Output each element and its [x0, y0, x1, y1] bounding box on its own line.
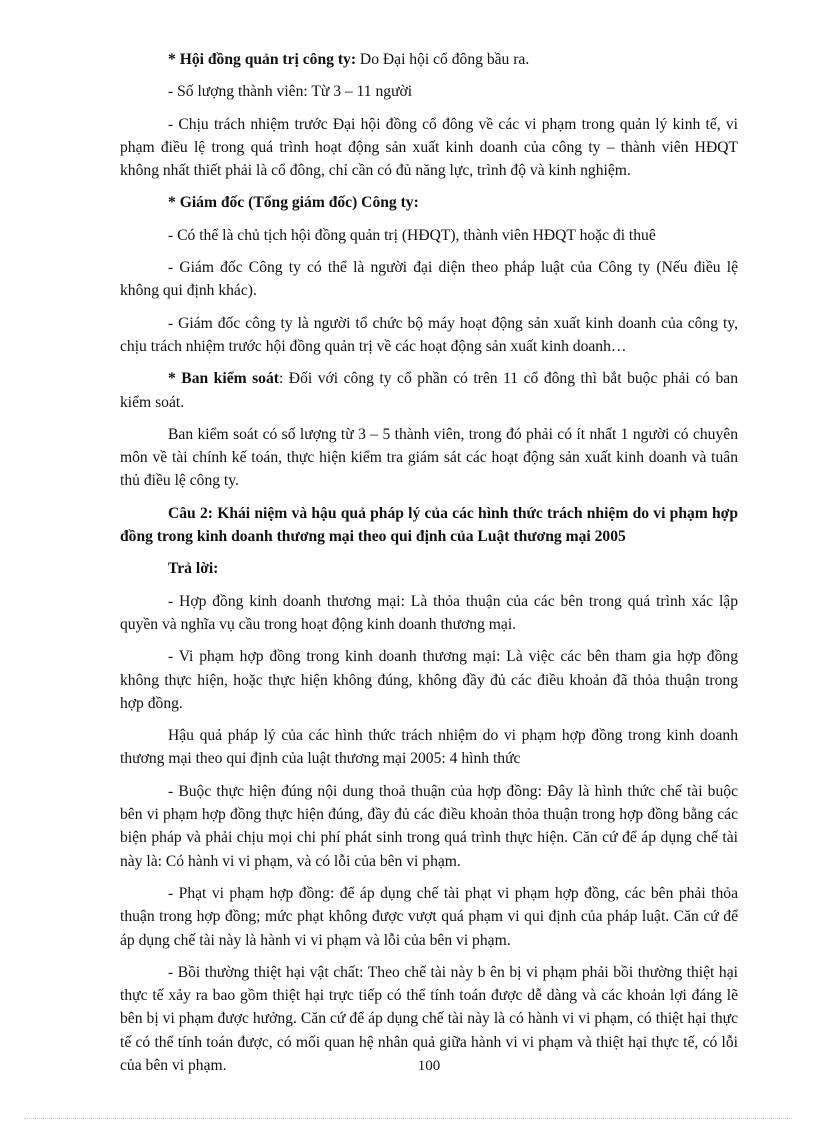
- director-title: * Giám đốc (Tổng giám đốc) Công ty:: [168, 194, 419, 212]
- director-item-3: - Giám đốc công ty là người tổ chức bộ máy hoạt động sản xuất kinh doanh của công ty, chịu trách nhiệm trước hội đồng quản trị về các hoạt động sản xuất kinh doanh…: [120, 314, 738, 355]
- answer-paragraph-2: - Vi phạm hợp đồng trong kinh doanh thương mại: Là việc các bên tham gia hợp đồng không thực hiện, hoặc thực hiện không đúng, không đầy đủ các điều khoản đã thỏa thuận trong hợp đồng.: [120, 648, 738, 712]
- supervisory-title: * Ban kiểm soát: [168, 370, 279, 388]
- document-page: [120, 48, 738, 1086]
- board-members: - Số lượng thành viên: Từ 3 – 11 người: [168, 83, 413, 101]
- question-2-heading: Câu 2: Khái niệm và hậu quả pháp lý của các hình thức trách nhiệm do vi phạm hợp đồng trong kinh doanh thương mại theo qui định của Luật thương mại 2005: [120, 504, 738, 546]
- page-number: 100: [417, 1058, 441, 1074]
- board-responsibility: - Chịu trách nhiệm trước Đại hội đồng cổ đông về các vi phạm trong quản lý kinh tế, vi phạm điều lệ trong quá trình hoạt động sản xuất kinh doanh của công ty – thành viên HĐQT không nhất thiết phải là cổ đông, chỉ cần có đủ năng lực, trình độ và kinh nghiệm.: [120, 115, 738, 180]
- director-item-2: - Giám đốc Công ty có thể là người đại diện theo pháp luật của Công ty (Nếu điều lệ không qui định khác).: [120, 259, 738, 300]
- supervisory-detail: Ban kiểm soát có số lượng từ 3 – 5 thành viên, trong đó phải có ít nhất 1 người có chuyên môn về tài chính kế toán, thực hiện kiểm tra giám sát các hoạt động sản xuất kinh doanh và tuân thủ điều lệ công ty.: [120, 425, 738, 490]
- answer-paragraph-4: - Buộc thực hiện đúng nội dung thoả thuận của hợp đồng: Đây là hình thức chế tài buộc bên vi phạm hợp đồng thực hiện đúng, đầy đủ các điều khoản thỏa thuận trong hợp đồng bằng các biện pháp và phải chịu mọi chi phí phát sinh trong quá trình thực hiện. Căn cứ để áp dụng chế tài này là: Có hành vi vi phạm, và có lỗi của bên vi phạm.: [120, 782, 738, 870]
- board-title: * Hội đồng quản trị công ty:: [168, 51, 357, 68]
- answer-paragraph-3: Hậu quả pháp lý của các hình thức trách nhiệm do vi phạm hợp đồng trong kinh doanh thương mại theo qui định của luật thương mại 2005: 4 hình thức: [120, 727, 738, 768]
- answer-paragraph-6: - Bồi thường thiệt hại vật chất: Theo chế tài này b ên bị vi phạm phải bồi thường thiệt hại thực tế xảy ra bao gồm thiệt hại trực tiếp có thể tính toán được dễ dàng và các khoản lợi đáng lẽ bên bị vi phạm được hưởng. Căn cứ để áp dụng chế tài này là có hành vi vi phạm, có thiệt hại thực tế có thể tính toán được, có mối quan hệ nhân quả giữa hành vi vi phạm và thiệt hại thực tế, có lỗi của bên vi phạm.: [120, 963, 738, 1074]
- board-paragraph: [120, 48, 738, 71]
- answer-paragraph-5: - Phạt vi phạm hợp đồng: để áp dụng chế tài phạt vi phạm hợp đồng, các bên phải thỏa thuận trong hợp đồng; mức phạt không được vượt quá phạm vi qui định của pháp luật. Căn cứ để áp dụng chế tài này là hành vi vi phạm và lỗi của bên vi phạm.: [120, 884, 738, 949]
- page-bottom-divider: [24, 1118, 792, 1119]
- director-item-1: - Có thể là chủ tịch hội đồng quản trị (HĐQT), thành viên HĐQT hoặc đi thuê: [168, 226, 656, 244]
- supervisory-paragraph: [120, 367, 738, 414]
- supervisory-text: : Đối với công ty cổ phần có trên 11 cổ đông thì bắt buộc phải có ban kiểm soát.: [120, 370, 738, 411]
- answer-label: Trả lời:: [168, 560, 219, 578]
- answer-paragraph-1: - Hợp đồng kinh doanh thương mại: Là thỏa thuận của các bên trong quá trình xác lập quyền và nghĩa vụ cầu trong hoạt động kinh doanh thương mại.: [120, 592, 738, 633]
- board-text: Do Đại hội cổ đông bầu ra.: [356, 51, 530, 68]
